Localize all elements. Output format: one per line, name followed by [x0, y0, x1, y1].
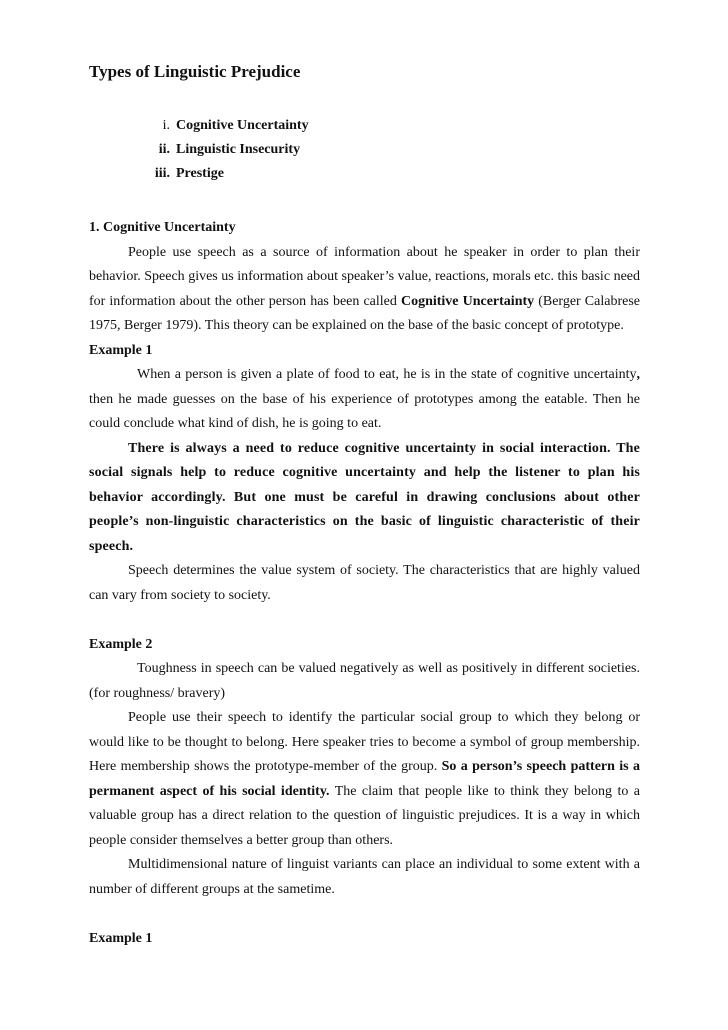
emphasis-text: , [636, 367, 640, 382]
paragraph-text: People use speech as a source of information about he speaker in order to plan their behavior. Speech gives us information about speaker’s value, reactions, morals etc. this basic need for information about the other person has been called [89, 244, 640, 309]
paragraph-gap [89, 608, 640, 633]
topic-list-item [0, 142, 728, 166]
paragraph-gap [89, 902, 640, 927]
paragraph-text: People use their speech to identify the particular social group to which they belong or would like to be thought to belong. Here speaker tries to become a symbol of group membership. Here membership shows the prototype-member of the group. [89, 710, 640, 774]
document-body [89, 216, 640, 951]
emphasis-text: Cognitive Uncertainty [400, 293, 535, 309]
document-title: Types of Linguistic Prejudice [89, 62, 301, 81]
topic-number: ii. [158, 142, 170, 157]
paragraph: There is always a need to reduce cognitive uncertainty in social interaction. The social signals help to reduce cognitive uncertainty and help the listener to plan his behavior accordingly. But one must be careful in drawing conclusions about other people’s non-linguistic characteristics on the basic of linguistic characteristic of their speech. [89, 440, 640, 554]
topic-label: Prestige [176, 166, 224, 181]
paragraph-text: The claim that people like to think they belong to a valuable group has a direct relation to the question of linguistic prejudices. It is a way in which people consider themselves a better group than others. [89, 783, 640, 848]
paragraph-text: (Berger Calabrese 1975, Berger 1979). This theory can be explained on the base of the basic concept of prototype. [89, 293, 640, 333]
example-heading: Example 2 [89, 636, 153, 652]
topic-list [0, 118, 728, 190]
topic-number: i. [162, 118, 170, 133]
example-heading: Example 1 [89, 342, 153, 358]
topic-label: Cognitive Uncertainty [176, 118, 309, 133]
example-heading: Example 1 [89, 930, 153, 946]
section-heading: 1. Cognitive Uncertainty [89, 220, 236, 235]
paragraph-text: then he made guesses on the base of his experience of prototypes among the eatable. Then he could conclude what kind of dish, he is going to eat. [89, 391, 640, 431]
paragraph [89, 241, 640, 339]
paragraph: Multidimensional nature of linguist variants can place an individual to some extent with a number of different groups at the sametime. [89, 857, 640, 897]
paragraph [89, 706, 640, 853]
paragraph-text: When a person is given a plate of food to eat, he is in the state of cognitive uncertainty [137, 367, 637, 382]
topic-list-item [0, 118, 728, 142]
paragraph: Toughness in speech can be valued negatively as well as positively in different societies.(for roughness/ bravery) [89, 661, 640, 701]
paragraph: Speech determines the value system of society. The characteristics that are highly valued can vary from society to society. [89, 563, 640, 603]
topic-label: Linguistic Insecurity [176, 142, 301, 157]
topic-number: iii. [154, 166, 170, 181]
paragraph [89, 363, 640, 437]
emphasis-text: So a person’s speech pattern is a permanent aspect of his social identity. [89, 759, 640, 799]
topic-list-item [0, 166, 728, 190]
